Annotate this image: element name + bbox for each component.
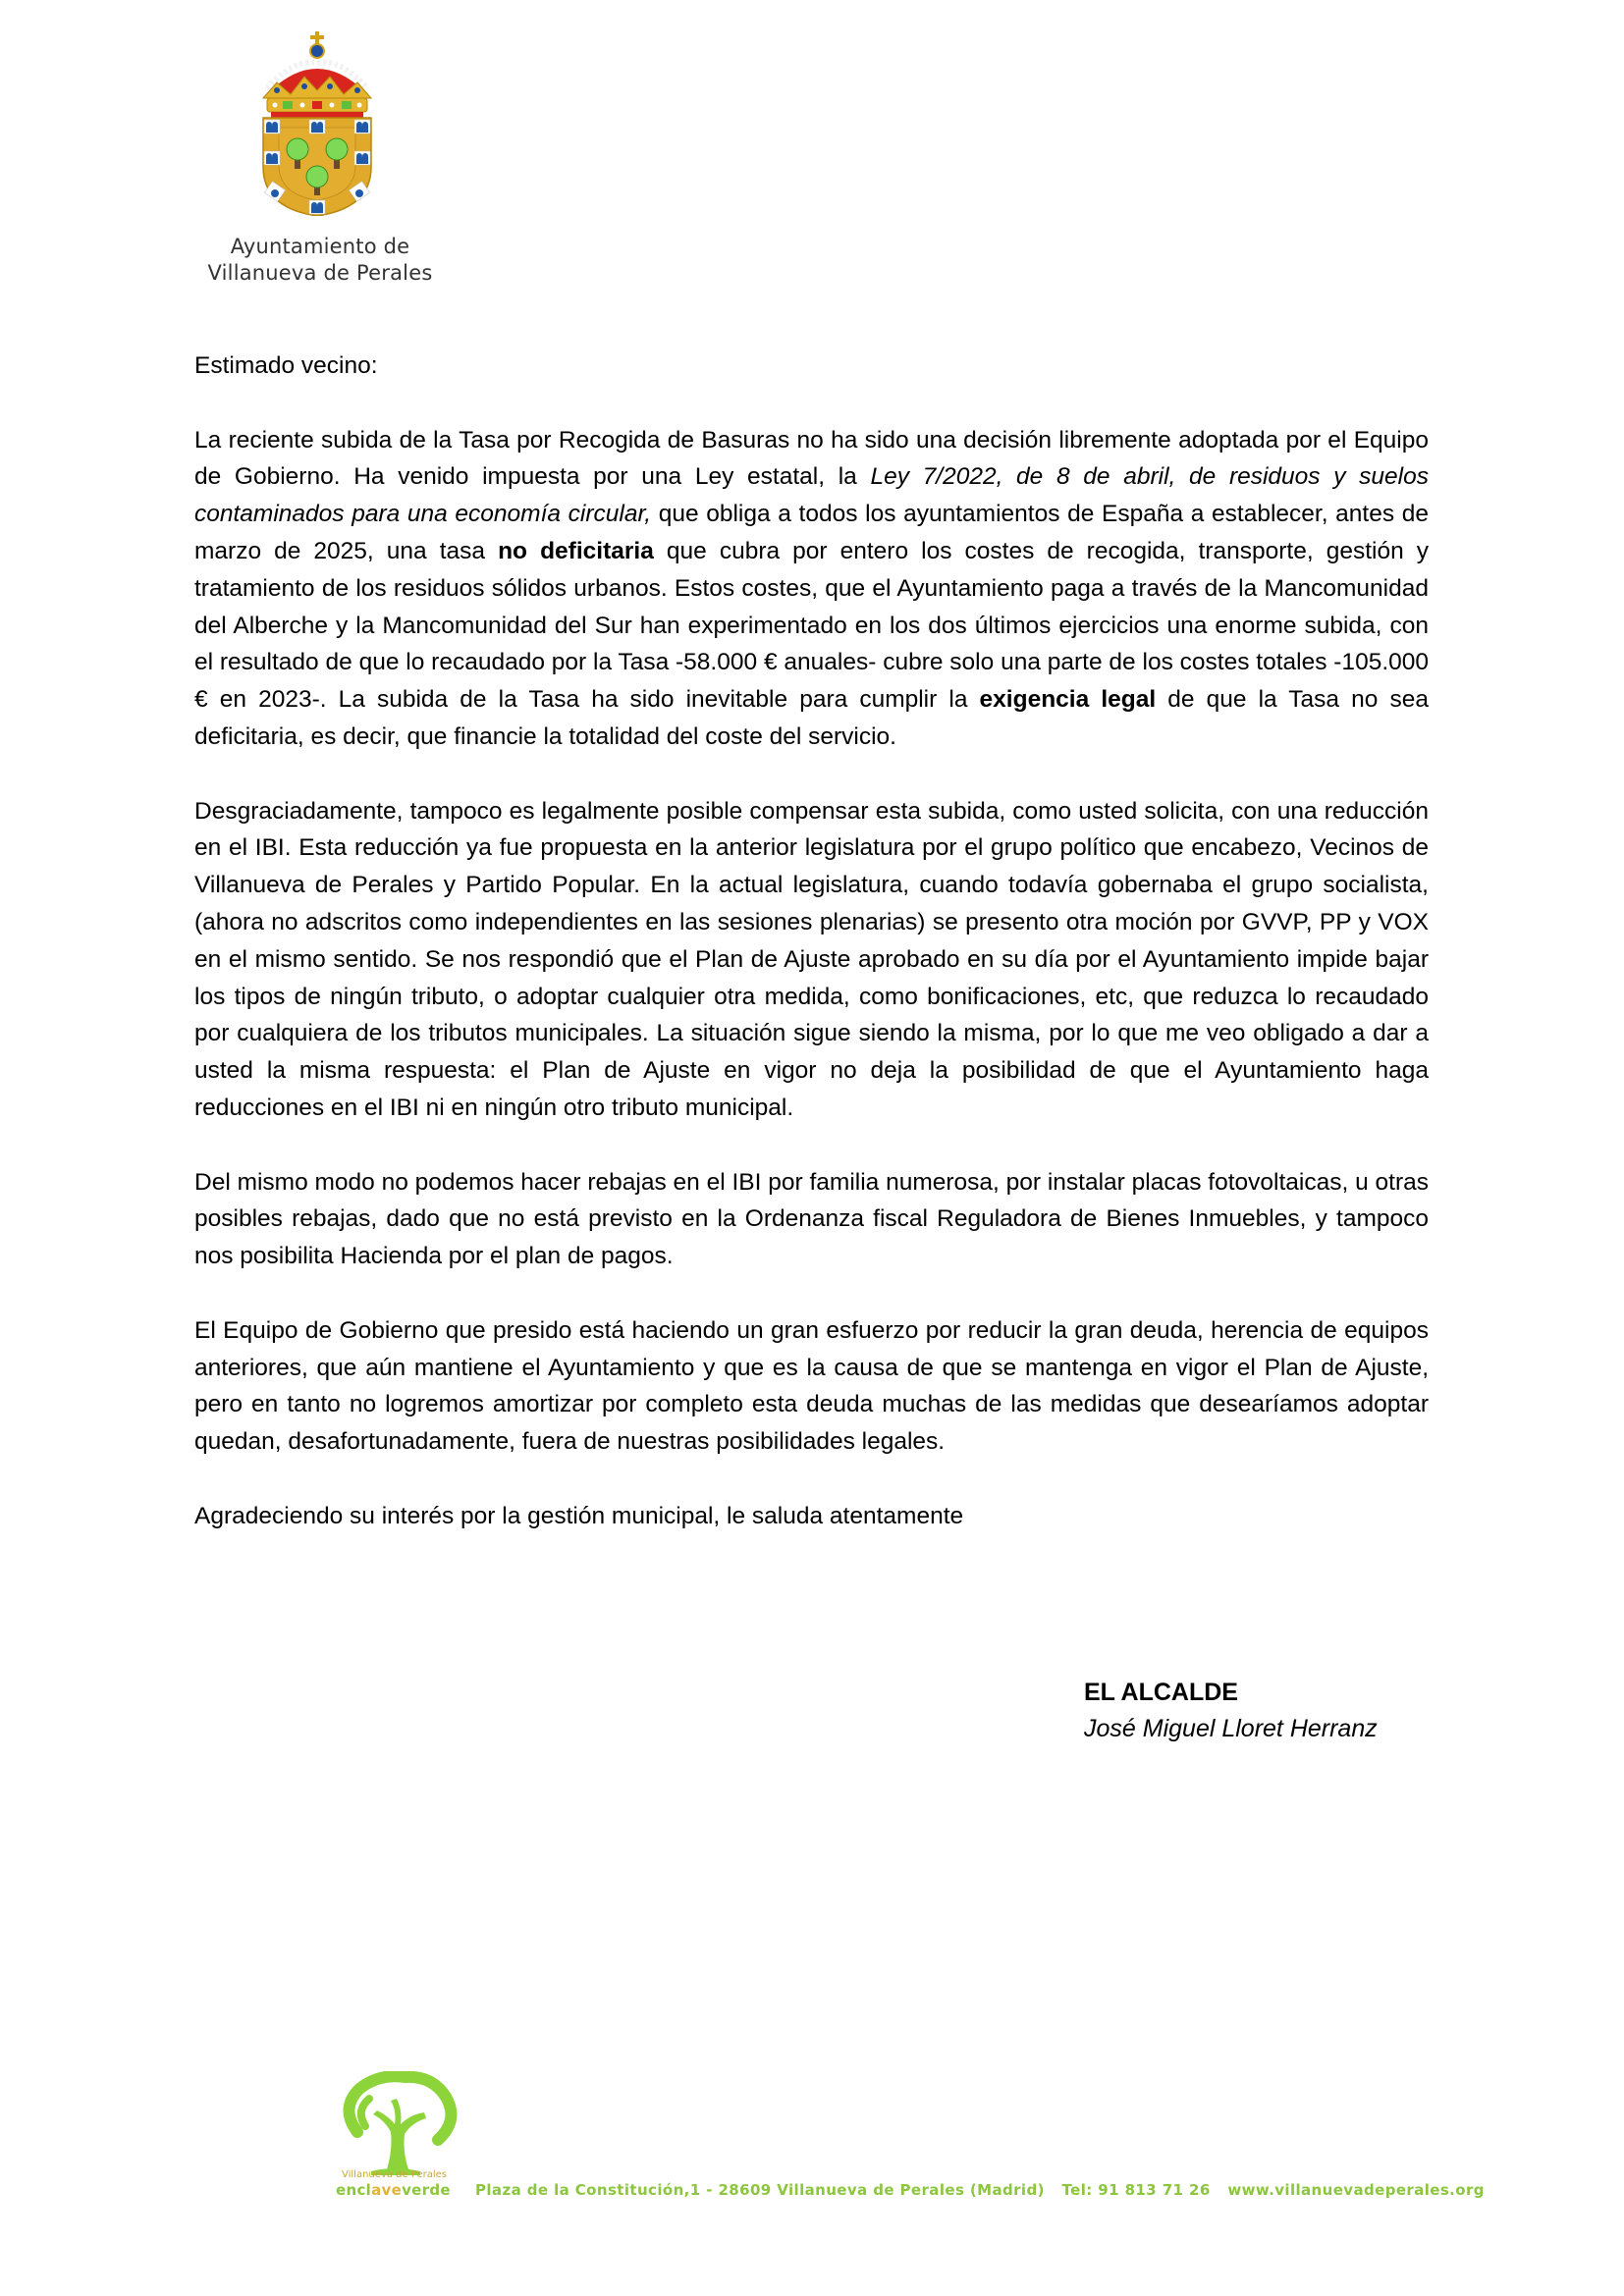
- organization-line-1: Ayuntamiento de: [230, 235, 410, 258]
- brand-part-3: verde: [402, 2181, 451, 2199]
- footer-website[interactable]: www.villanuevadeperales.org: [1227, 2181, 1485, 2199]
- brand-part-2: ave: [371, 2181, 403, 2199]
- tree-logo-icon: [336, 2071, 463, 2181]
- brand-part-1: encl: [336, 2181, 372, 2199]
- emphasis-exigencia-legal: exigencia legal: [979, 686, 1157, 714]
- footer: [336, 2071, 1485, 2199]
- signer-title: EL ALCALDE: [1084, 1679, 1238, 1706]
- paragraph-1-seg-2: que obliga a todos los ayuntamientos de España a establecer, antes de marzo de 2025, una tasa: [194, 501, 1429, 564]
- organization-line-2: Villanueva de Perales: [207, 261, 433, 285]
- organization-name: [192, 234, 448, 287]
- paragraph-1: [194, 422, 1429, 756]
- signature-block: [1084, 1675, 1378, 1747]
- brand-tagline: Villanueva de Perales: [342, 2169, 448, 2180]
- footer-address: Plaza de la Constitución,1 - 28609 Villanueva de Perales (Madrid): [475, 2181, 1045, 2199]
- brand-name: [336, 2181, 451, 2199]
- contact-info: [475, 2181, 1496, 2199]
- paragraph-1-seg-0: La reciente subida de la Tasa por Recogida de Basuras no ha sido una decisión libremente adoptada por el Equipo de Gobierno. Ha venido impuesta por una Ley estatal, la: [194, 426, 1429, 491]
- paragraph-4: El Equipo de Gobierno que presido está haciendo un gran esfuerzo por reducir la gran deuda, herencia de equipos anteriores, que aún mantiene el Ayuntamiento y que es la causa de que se mantenga en vigor el Plan de Ajuste, pero en tanto no logremos amortizar por completo esta deuda muchas de las medidas que desearíamos adoptar quedan, desafortunadamente, fuera de nuestras posibilidades legales.: [194, 1316, 1429, 1456]
- paragraph-1-seg-4: que cubra por entero los costes de recogida, transporte, gestión y tratamiento de los residuos sólidos urbanos. Estos costes, que el Ayuntamiento paga a través de la Mancomunidad del Alberche y la Mancomunidad del Sur han experimentado en los dos últimos ejercicios una enorme subida, con el resultado de que lo recaudado por la Tasa -58.000 € anuales- cubre solo una parte de los costes totales -105.000 € en 2023-. La subida de la Tasa ha sido inevitable para cumplir la: [194, 537, 1430, 714]
- letter-body: [194, 347, 1429, 1572]
- paragraph-1-seg-6: de que la Tasa no sea deficitaria, es decir, que financie la totalidad del coste del servicio.: [194, 686, 1429, 750]
- greeting: Estimado vecino:: [194, 352, 378, 379]
- closing: Agradeciendo su interés por la gestión municipal, le saluda atentamente: [194, 1502, 964, 1529]
- coat-of-arms-icon: [253, 29, 381, 216]
- paragraph-3: Del mismo modo no podemos hacer rebajas en el IBI por familia numerosa, por instalar placas fotovoltaicas, u otras posibles rebajas, dado que no está previsto en la Ordenanza fiscal Reguladora de Bienes Inmuebles, y tampoco nos posibilita Hacienda por el plan de pagos.: [194, 1168, 1429, 1270]
- paragraph-2: Desgraciadamente, tampoco es legalmente posible compensar esta subida, como usted solicita, con una reducción en el IBI. Esta reducción ya fue propuesta en la anterior legislatura por el grupo político que encabezo, Vecinos de Villanueva de Perales y Partido Popular. En la actual legislatura, cuando todavía gobernaba el grupo socialista, (ahora no adscritos como independientes en las sesiones plenarias) se presento otra moción por GVVP, PP y VOX en el mismo sentido. Se nos respondió que el Plan de Ajuste aprobado en su día por el Ayuntamiento impide bajar los tipos de ningún tributo, o adoptar cualquier otra medida, como bonificaciones, etc, que reduzca lo recaudado por cualquiera de los tributos municipales. La situación sigue siendo la misma, por lo que me veo obligado a dar a usted la misma respuesta: el Plan de Ajuste en vigor no deja la posibilidad de que el Ayuntamiento haga reducciones en el IBI ni en ningún otro tributo municipal.: [194, 797, 1429, 1121]
- footer-phone: Tel: 91 813 71 26: [1061, 2181, 1211, 2199]
- signer-name: José Miguel Lloret Herranz: [1084, 1715, 1378, 1742]
- emphasis-no-deficitaria: no deficitaria: [498, 537, 654, 564]
- law-citation: Ley 7/2022, de 8 de abril, de residuos y suelos contaminados para una economía circular,: [194, 463, 1429, 528]
